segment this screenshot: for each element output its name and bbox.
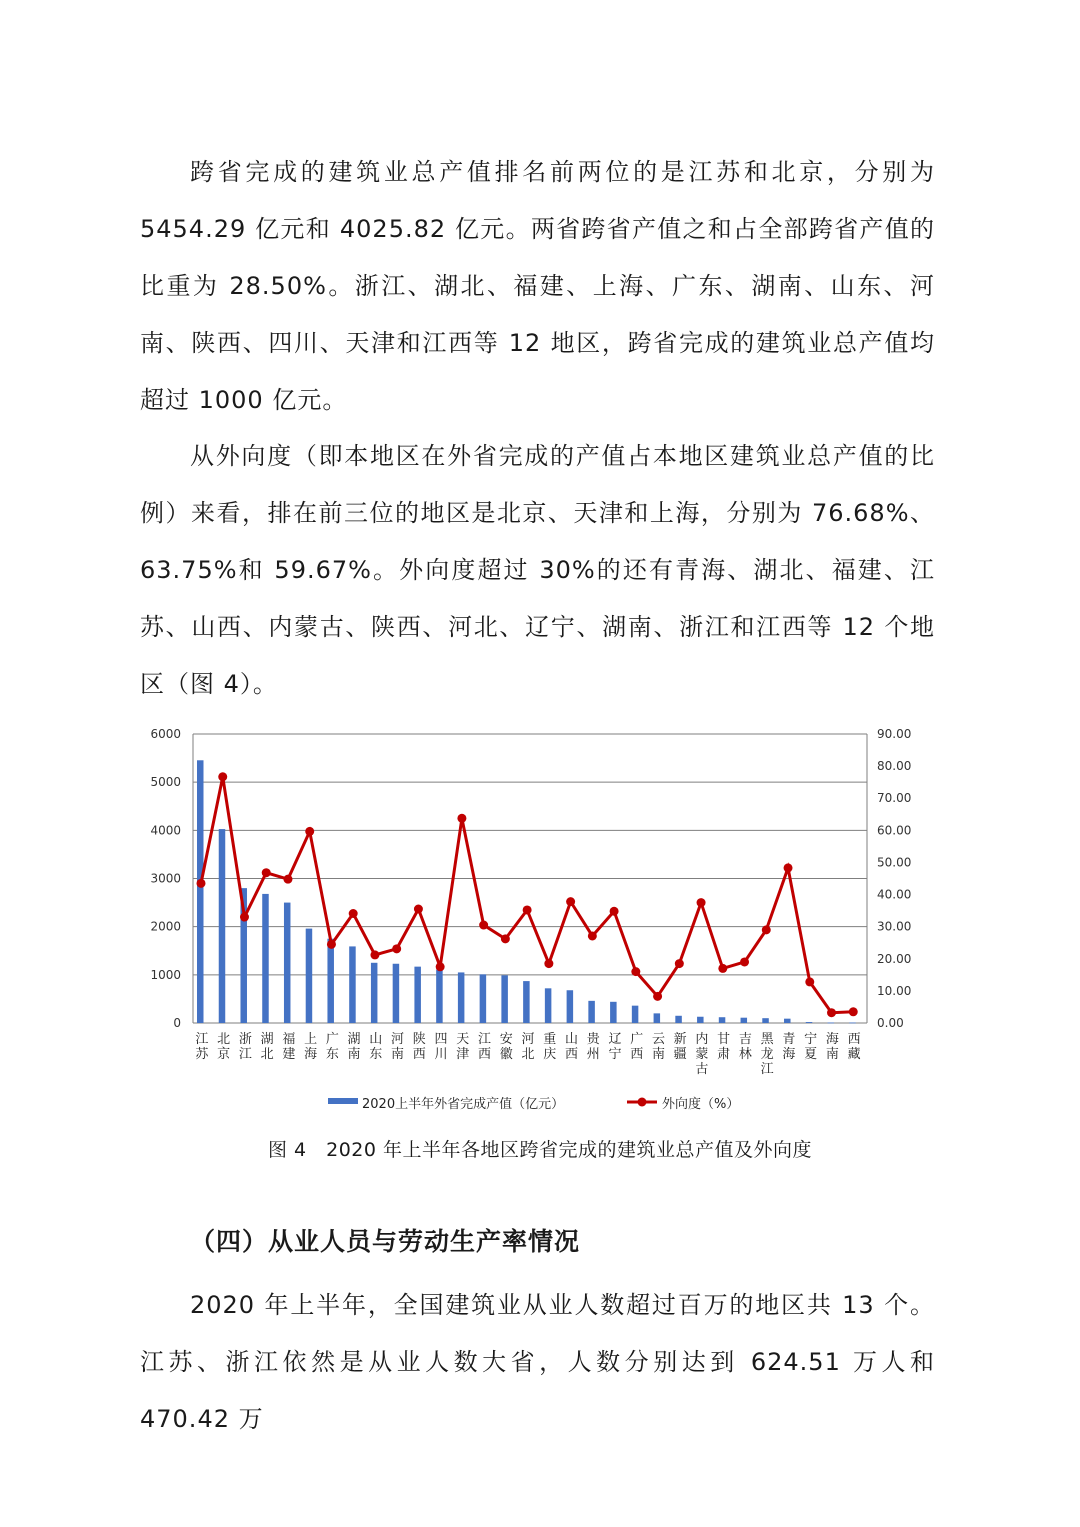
line-point bbox=[610, 907, 619, 916]
bar bbox=[262, 894, 269, 1023]
line-point bbox=[218, 772, 227, 781]
line-point bbox=[305, 827, 314, 836]
y-left-tick-label: 1000 bbox=[150, 967, 181, 982]
x-tick-label: 广西 bbox=[630, 1032, 644, 1062]
paragraph-2: 从外向度（即本地区在外省完成的产值占本地区建筑业总产值的比例）来看，排在前三位的地区是北京、天津和上海，分别为 76.68%、63.75%和 59.67%。外向度超过 30%的还有青海、湖北、福建、江苏、山西、内蒙古、陕西、河北、辽宁、湖南、浙江和江西等 12 个地区（图 4）。 bbox=[140, 442, 935, 698]
legend-bar-swatch bbox=[328, 1098, 358, 1104]
y-right-tick-label: 70.00 bbox=[877, 791, 912, 806]
x-tick-label: 天津 bbox=[456, 1032, 470, 1062]
x-tick-label: 吉林 bbox=[738, 1032, 752, 1062]
bar bbox=[414, 967, 421, 1023]
line-point bbox=[718, 964, 727, 973]
line-point bbox=[327, 940, 336, 949]
bar bbox=[632, 1006, 639, 1023]
x-tick-label: 陕西 bbox=[412, 1032, 426, 1062]
x-tick-label: 江西 bbox=[478, 1032, 492, 1062]
bar bbox=[741, 1018, 748, 1023]
line-point bbox=[697, 898, 706, 907]
x-tick-label: 河南 bbox=[391, 1032, 405, 1062]
bar bbox=[697, 1017, 704, 1023]
bar bbox=[545, 988, 552, 1023]
line-point bbox=[631, 967, 640, 976]
line-point bbox=[523, 905, 532, 914]
line-point bbox=[370, 950, 379, 959]
bar bbox=[306, 929, 313, 1023]
x-tick-label: 上海 bbox=[304, 1032, 318, 1062]
x-tick-label: 西藏 bbox=[847, 1032, 861, 1062]
line-point bbox=[784, 863, 793, 872]
line-point bbox=[283, 875, 292, 884]
x-tick-label: 湖南 bbox=[347, 1032, 361, 1062]
x-tick-label: 重庆 bbox=[543, 1032, 557, 1062]
bar bbox=[284, 903, 291, 1023]
bar bbox=[849, 1023, 856, 1024]
x-tick-label: 黑龙江 bbox=[760, 1032, 774, 1077]
y-right-tick-label: 80.00 bbox=[877, 759, 912, 774]
bar bbox=[523, 981, 530, 1023]
x-tick-label: 宁夏 bbox=[804, 1032, 818, 1062]
x-tick-label: 内蒙古 bbox=[695, 1032, 709, 1077]
line-point bbox=[414, 905, 423, 914]
line-point bbox=[566, 897, 575, 906]
y-right-tick-label: 10.00 bbox=[877, 983, 912, 998]
bar bbox=[327, 939, 334, 1023]
line-point bbox=[197, 879, 206, 888]
legend-bar-label: 2020上半年外省完成产值（亿元） bbox=[362, 1097, 565, 1112]
bar bbox=[349, 946, 356, 1023]
chart-figure bbox=[140, 718, 940, 1118]
bar bbox=[458, 972, 465, 1023]
bar bbox=[480, 974, 487, 1023]
legend-line-label: 外向度（%） bbox=[662, 1097, 740, 1112]
y-right-tick-label: 60.00 bbox=[877, 823, 912, 838]
bar bbox=[197, 760, 204, 1023]
x-tick-label: 山东 bbox=[369, 1032, 383, 1062]
line-point bbox=[479, 921, 488, 930]
paragraph-3: 2020 年上半年，全国建筑业从业人数超过百万的地区共 13 个。江苏、浙江依然是从业人数大省，人数分别达到 624.51 万人和 470.42 万 bbox=[140, 1291, 935, 1433]
bar bbox=[806, 1022, 813, 1023]
paragraph-1: 跨省完成的建筑业总产值排名前两位的是江苏和北京，分别为 5454.29 亿元和 4025.82 亿元。两省跨省产值之和占全部跨省产值的比重为 28.50%。浙江、湖北、福建、上海、广东、湖南、山东、河南、陕西、四川、天津和江西等 12 地区，跨省完成的建筑业总产值均超过 1000 亿元。 bbox=[140, 158, 935, 414]
x-tick-label: 山西 bbox=[564, 1032, 578, 1062]
x-tick-label: 浙江 bbox=[238, 1032, 252, 1062]
line-point bbox=[805, 977, 814, 986]
line-point bbox=[827, 1008, 836, 1017]
bar bbox=[567, 990, 574, 1023]
bar bbox=[675, 1016, 682, 1023]
line-point bbox=[675, 959, 684, 968]
line-point bbox=[653, 992, 662, 1001]
legend-line-marker bbox=[638, 1098, 647, 1107]
x-tick-label: 河北 bbox=[521, 1032, 535, 1062]
series-line-outward bbox=[201, 777, 853, 1013]
line-point bbox=[457, 814, 466, 823]
y-left-tick-label: 4000 bbox=[150, 823, 181, 838]
section-heading: （四）从业人员与劳动生产率情况 bbox=[190, 1227, 581, 1256]
line-point bbox=[762, 925, 771, 934]
x-tick-label: 辽宁 bbox=[608, 1032, 622, 1062]
x-tick-label: 海南 bbox=[825, 1032, 839, 1062]
line-point bbox=[849, 1007, 858, 1016]
bar bbox=[588, 1001, 595, 1023]
line-point bbox=[262, 868, 271, 877]
y-left-tick-label: 5000 bbox=[150, 775, 181, 790]
x-tick-label: 广东 bbox=[325, 1032, 339, 1062]
bar bbox=[219, 829, 226, 1023]
y-right-tick-label: 30.00 bbox=[877, 919, 912, 934]
bar bbox=[762, 1018, 769, 1023]
line-point bbox=[544, 959, 553, 968]
line-point bbox=[588, 931, 597, 940]
bar bbox=[393, 964, 400, 1023]
x-tick-label: 湖北 bbox=[260, 1032, 274, 1062]
bar bbox=[610, 1002, 617, 1023]
bar bbox=[436, 970, 443, 1023]
bar bbox=[371, 963, 378, 1023]
bar bbox=[828, 1023, 835, 1024]
bar bbox=[501, 975, 508, 1023]
y-right-tick-label: 50.00 bbox=[877, 855, 912, 870]
line-point bbox=[392, 944, 401, 953]
line-point bbox=[240, 913, 249, 922]
bar-line-chart bbox=[140, 718, 940, 1118]
y-left-tick-label: 6000 bbox=[150, 727, 181, 741]
line-point bbox=[501, 934, 510, 943]
y-left-tick-label: 0 bbox=[173, 1016, 181, 1030]
y-right-tick-label: 0.00 bbox=[877, 1016, 904, 1030]
figure-caption: 图 4 2020 年上半年各地区跨省完成的建筑业总产值及外向度 bbox=[267, 1139, 813, 1161]
bar bbox=[784, 1019, 791, 1023]
x-tick-label: 云南 bbox=[651, 1032, 665, 1062]
bar bbox=[654, 1013, 661, 1023]
x-tick-label: 福建 bbox=[282, 1032, 296, 1062]
y-right-tick-label: 40.00 bbox=[877, 887, 912, 902]
y-left-tick-label: 2000 bbox=[150, 919, 181, 934]
y-left-tick-label: 3000 bbox=[150, 871, 181, 886]
line-point bbox=[349, 909, 358, 918]
x-tick-label: 新疆 bbox=[673, 1032, 687, 1062]
x-tick-label: 安徽 bbox=[499, 1032, 513, 1062]
x-tick-label: 青海 bbox=[782, 1032, 796, 1062]
x-tick-label: 四川 bbox=[434, 1032, 448, 1062]
x-tick-label: 贵州 bbox=[586, 1032, 600, 1062]
x-tick-label: 甘肃 bbox=[717, 1032, 731, 1062]
y-right-tick-label: 20.00 bbox=[877, 951, 912, 966]
bar bbox=[719, 1017, 726, 1023]
line-point bbox=[740, 957, 749, 966]
line-point bbox=[436, 962, 445, 971]
x-tick-label: 江苏 bbox=[195, 1032, 209, 1062]
y-right-tick-label: 90.00 bbox=[877, 727, 912, 741]
x-tick-label: 北京 bbox=[217, 1032, 231, 1062]
